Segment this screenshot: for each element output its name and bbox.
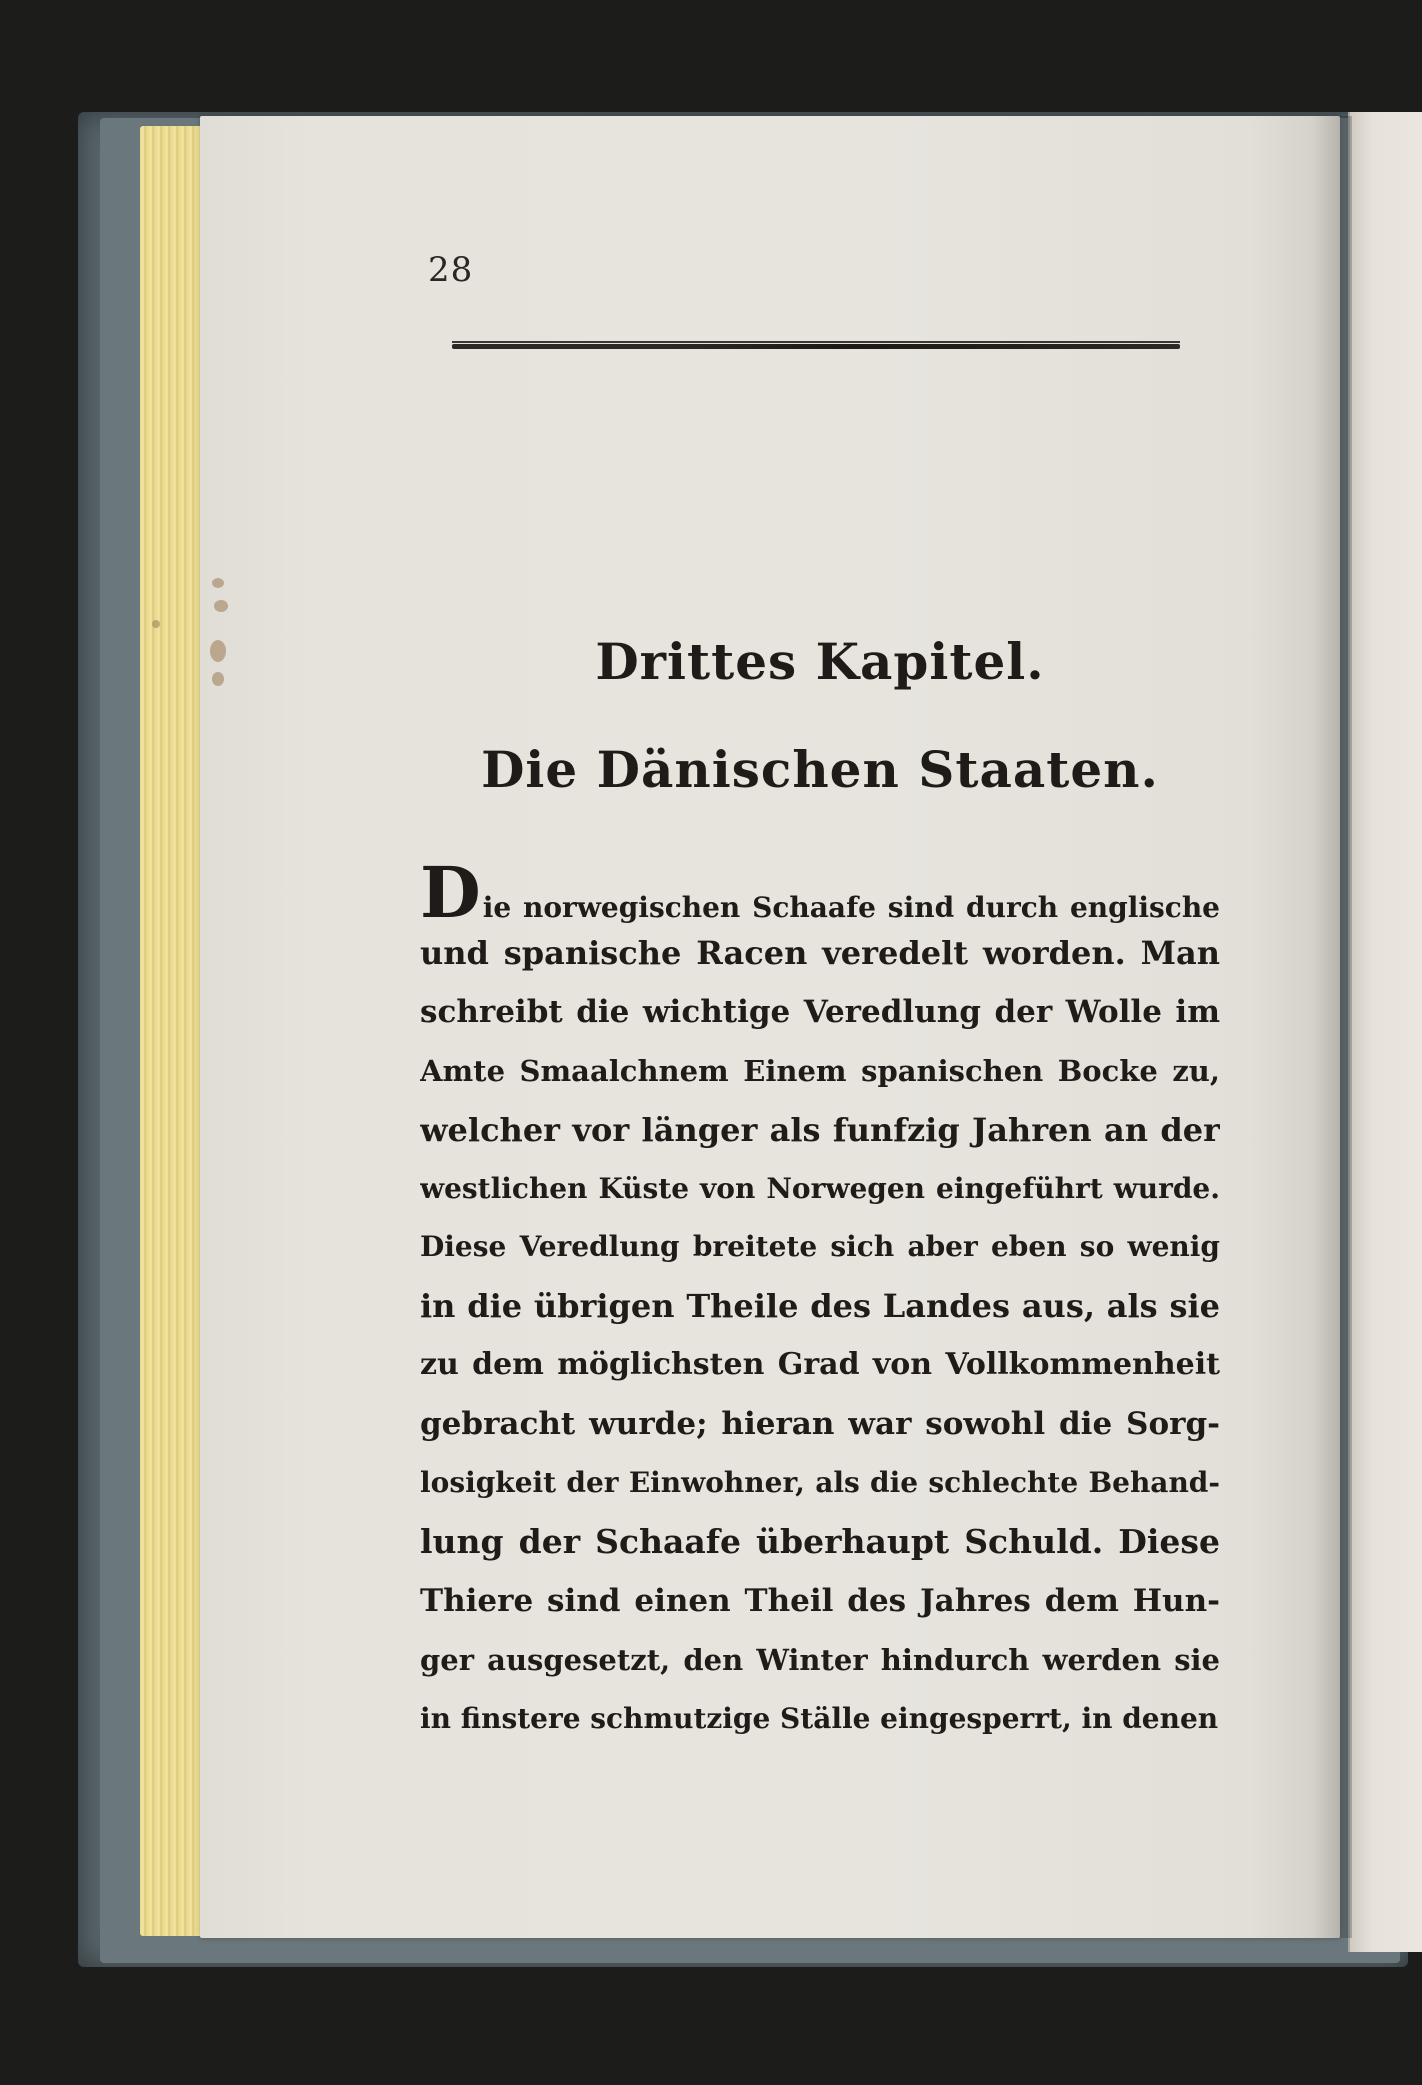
section-title: Die Dänischen Staaten. xyxy=(481,740,1159,799)
foxing-spot xyxy=(210,640,226,662)
header-rule-thin xyxy=(452,341,1180,343)
text-line: losigkeit der Einwohner, als die schlechte Behand- xyxy=(420,1466,1220,1500)
text-line: gebracht wurde; hieran war sowohl die Sorg- xyxy=(420,1406,1220,1443)
text-line: Amte Smaalchnem Einem spanischen Bocke zu, xyxy=(420,1053,1220,1088)
text-line: in die übrigen Theile des Landes aus, als sie xyxy=(420,1287,1220,1326)
text-line: zu dem möglichsten Grad von Vollkommenheit xyxy=(420,1347,1220,1383)
drop-cap: D xyxy=(420,862,481,924)
page-gutter-shadow xyxy=(1312,116,1352,1938)
text-line: welcher vor länger als funfzig Jahren an der xyxy=(420,1110,1220,1149)
foxing-spot xyxy=(152,620,160,628)
body-text xyxy=(420,862,1220,1748)
text-line: Diese Veredlung breitete sich aber eben so wenig xyxy=(420,1230,1220,1264)
text-line: Thiere sind einen Theil des Jahres dem Hun- xyxy=(420,1582,1220,1619)
text-line: westlichen Küste von Norwegen eingeführt wurde. xyxy=(420,1171,1220,1205)
text-line: und spanische Racen veredelt worden. Man xyxy=(420,934,1220,972)
foxing-spot xyxy=(212,578,224,588)
foxing-spot xyxy=(212,672,224,686)
text-line xyxy=(420,862,1220,924)
page-number: 28 xyxy=(428,250,474,290)
facing-page xyxy=(1348,112,1422,1952)
text-line: in finstere schmutzige Ställe eingesperrt, in denen xyxy=(420,1701,1219,1735)
foxing-spot xyxy=(214,600,228,612)
text-line: ger ausgesetzt, den Winter hindurch werden sie xyxy=(420,1642,1220,1677)
header-rule xyxy=(452,344,1180,349)
chapter-title: Drittes Kapitel. xyxy=(595,632,1045,691)
text-line: lung der Schaafe überhaupt Schuld. Diese xyxy=(420,1521,1220,1561)
text-line: schreibt die wichtige Veredlung der Wolle im xyxy=(420,993,1220,1030)
text-line-content: ie norwegischen Schaafe sind durch englische xyxy=(482,891,1220,924)
